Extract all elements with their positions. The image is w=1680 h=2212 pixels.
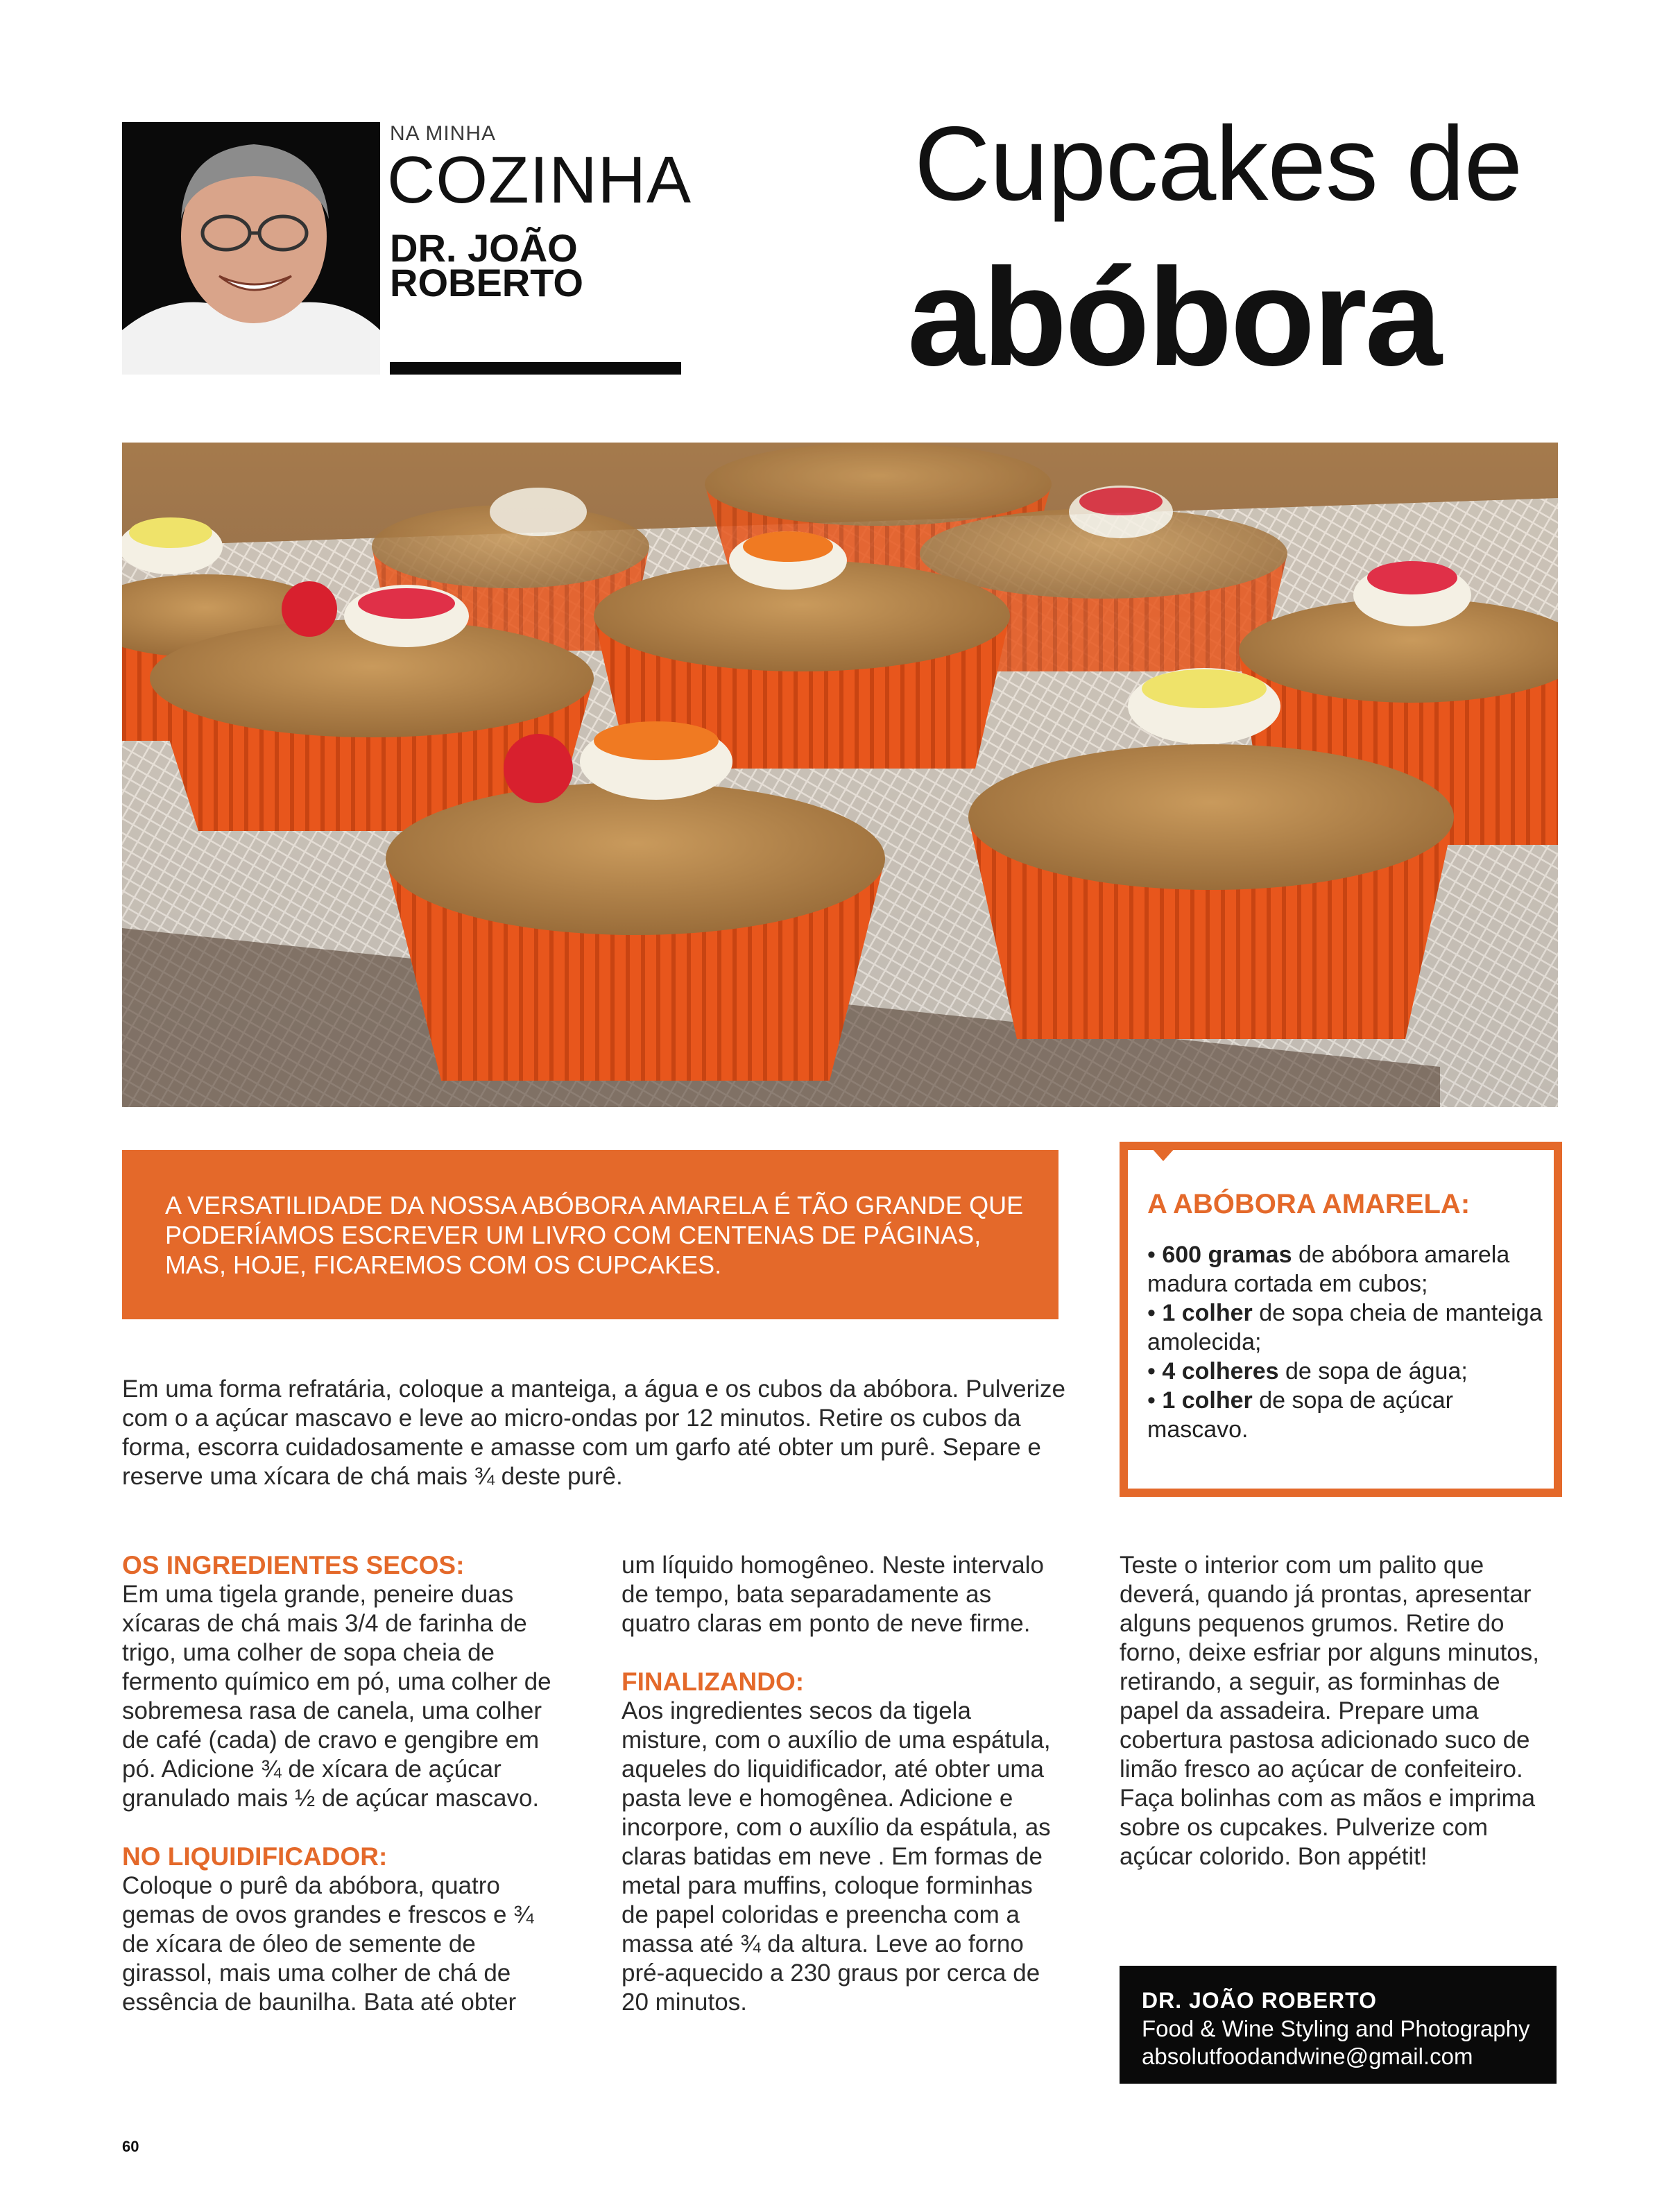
list-item: • 1 colher de sopa cheia de manteiga amolecida;: [1147, 1300, 1543, 1355]
article-title-line1: Cupcakes de: [914, 105, 1523, 223]
ingredients-list: [1147, 1240, 1543, 1444]
ingredient-description: de sopa cheia de manteiga amolecida;: [1147, 1300, 1543, 1355]
page-number: 60: [122, 2138, 139, 2155]
column-author: [390, 226, 583, 305]
ingredient-quantity: 1 colher: [1162, 1300, 1253, 1326]
blender-text: Coloque o purê da abóbora, quatro gemas de ovos grandes e frescos e ¾ de xícara de óleo de semente de girassol, mais uma colher de chá de essência de baunilha. Bata até obter: [122, 1872, 534, 2016]
ingredient-quantity: 4 colheres: [1162, 1358, 1279, 1384]
article-title-line2: abóbora: [907, 240, 1440, 395]
credit-email[interactable]: absolutfoodandwine@gmail.com: [1142, 2043, 1473, 2069]
ingredient-description: de abóbora amarela madura cortada em cubos;: [1147, 1242, 1510, 1297]
author-second-line: ROBERTO: [390, 261, 583, 305]
intro-banner-text: A VERSATILIDADE DA NOSSA ABÓBORA AMARELA É TÃO GRANDE QUE PODERÍAMOS ESCREVER UM LIVRO COM CENTENAS DE PÁGINAS, MAS, HOJE, FICAREMOS COM OS CUPCAKES.: [165, 1191, 1024, 1279]
finishing-text: Aos ingredientes secos da tigela misture, com o auxílio de uma espátula, aqueles do liquidificador, até obter uma pasta leve e homogênea. Adicione e incorpore, com o auxílio da espátula, as claras batidas em neve . Em formas de metal para muffins, coloque forminhas de papel coloridas e preencha com a massa até ¾ da altura. Leve ao forno pré-aquecido a 230 graus por cerca de 20 minutos.: [622, 1697, 1051, 2016]
credit-name: DR. JOÃO ROBERTO: [1142, 1988, 1377, 2013]
final-steps-text: Teste o interior com um palito que deverá, quando já prontas, apresentar alguns pequenos grumos. Retire do forno, deixe esfriar por alguns minutos, retirando, a seguir, as forminhas de papel da assadeira. Prepare uma cobertura pastosa adicionado suco de limão fresco ao açúcar de confeiteiro. Faça bolinhas com as mãos e imprima sobre os cupcakes. Pulverize com açúcar colorido. Bon appétit!: [1120, 1552, 1540, 1870]
list-item: • 1 colher de sopa de açúcar mascavo.: [1147, 1387, 1453, 1443]
dry-ingredients-heading: OS INGREDIENTES SECOS:: [122, 1551, 465, 1579]
list-item: • 600 gramas de abóbora amarela madura cortada em cubos;: [1147, 1242, 1510, 1297]
blender-heading: NO LIQUIDIFICADOR:: [122, 1842, 388, 1871]
dry-ingredients-text: Em uma tigela grande, peneire duas xícaras de chá mais 3/4 de farinha de trigo, uma colher de sopa cheia de fermento químico em pó, uma colher de sobremesa rasa de canela, uma colher de café (cada) de cravo e gengibre em pó. Adicione ¾ de xícara de açúcar granulado mais ½ de açúcar mascavo.: [122, 1581, 551, 1812]
ingredient-quantity: 1 colher: [1162, 1387, 1253, 1414]
list-item: • 4 colheres de sopa de água;: [1147, 1358, 1468, 1384]
text-column-3: [1120, 1551, 1563, 1871]
author-portrait: [122, 122, 380, 375]
text-column-2: [622, 1551, 1058, 2017]
column-name: COZINHA: [387, 143, 692, 217]
ingredient-quantity: 600 gramas: [1162, 1242, 1292, 1268]
text-column-1: [122, 1551, 559, 2017]
ingredients-box-title: A ABÓBORA AMARELA:: [1147, 1189, 1471, 1219]
blender-text-continued: um líquido homogêneo. Neste intervalo de tempo, bata separadamente as quatro claras em ponto de neve firme.: [622, 1552, 1044, 1637]
author-first-line: DR. JOÃO: [390, 226, 578, 270]
intro-paragraph: Em uma forma refratária, coloque a manteiga, a água e os cubos da abóbora. Pulverize com o a açúcar mascavo e leve ao micro-ondas por 12 minutos. Retire os cubos da forma, escorra cuidadosamente e amasse com um garfo até obter um purê. Separe e reserve uma xícara de chá mais ¾ deste purê.: [122, 1375, 1065, 1490]
author-credit-box: [1120, 1966, 1557, 2084]
ingredient-description: de sopa de açúcar mascavo.: [1147, 1387, 1453, 1443]
ingredient-description: de sopa de água;: [1278, 1358, 1468, 1384]
portrait-illustration: [122, 122, 380, 375]
cupcakes-photo: [122, 443, 1558, 1107]
intro-banner: [122, 1150, 1058, 1319]
header-rule: [390, 362, 681, 375]
pumpkin-ingredients-box: [1120, 1142, 1562, 1497]
column-kicker: NA MINHA: [390, 122, 497, 145]
box-notch-icon: [1146, 1142, 1181, 1163]
credit-role: Food & Wine Styling and Photography: [1142, 2016, 1530, 2041]
cupcakes-illustration: [122, 443, 1558, 1107]
finishing-heading: FINALIZANDO:: [622, 1667, 805, 1696]
